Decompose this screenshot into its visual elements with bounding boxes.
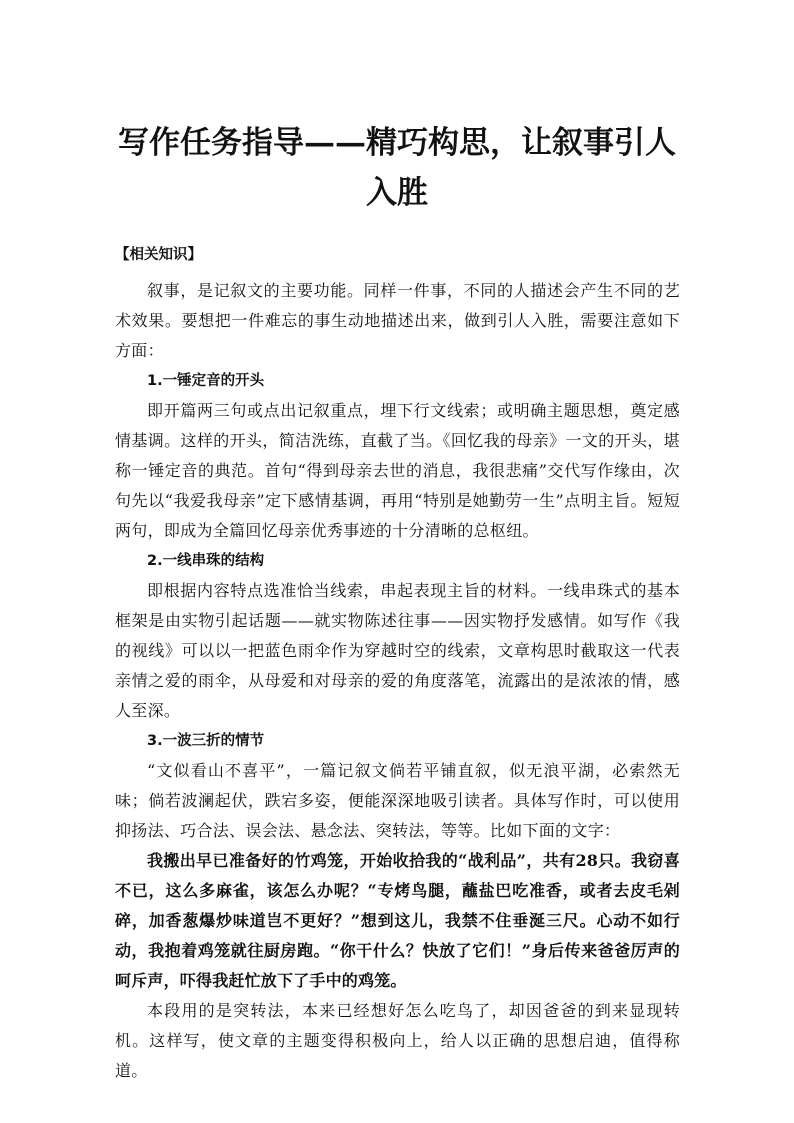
point-1-body: 即开篇两三句或点出记叙重点，埋下行文线索；或明确主题思想，奠定感情基调。这样的开头，简洁洗练，直截了当。《回忆我的母亲》一文的开头，堪称一锤定音的典范。首句“得到母亲去世的消息，我很悲痛”交代写作缘由，次句先以“我爱我母亲”定下感情基调，再用“特别是她勤劳一生”点明主旨。短短两句，即成为全篇回忆母亲优秀事迹的十分清晰的总枢纽。	[115, 401, 680, 540]
section-label: 【相关知识】	[115, 247, 202, 263]
document-body	[115, 240, 680, 1086]
page-title: 写作任务指导——精巧构思，让叙事引人入胜	[118, 125, 676, 211]
analysis-paragraph: 本段用的是突转法，本来已经想好怎么吃鸟了，却因爸爸的到来显现转机。这样写，使文章的主题变得积极向上，给人以正确的思想启迪，值得称道。	[115, 1001, 680, 1080]
intro-paragraph: 叙事，是记叙文的主要功能。同样一件事，不同的人描述会产生不同的艺术效果。要想把一件难忘的事生动地描述出来，做到引人入胜，需要注意如下方面：	[115, 281, 680, 360]
point-3-body: “文似看山不喜平”，一篇记叙文倘若平铺直叙，似无浪平湖，必索然无味；倘若波澜起伏，跌宕多姿，便能深深地吸引读者。具体写作时，可以使用抑扬法、巧合法、误会法、悬念法、突转法，等等。比如下面的文字：	[115, 761, 680, 840]
point-3-heading: 3.一波三折的情节	[147, 733, 265, 749]
point-2-heading: 2.一线串珠的结构	[147, 553, 265, 569]
example-passage: 我搬出早已准备好的竹鸡笼，开始收拾我的“战利品”，共有28只。我窃喜不已，这么多麻雀，该怎么办呢？“专烤鸟腿，蘸盐巴吃准香，或者去皮毛剁碎，加香葱爆炒味道岂不更好？”想到这儿，我禁不住垂涎三尺。心动不如行动，我抱着鸡笼就往厨房跑。“你干什么？快放了它们！”身后传来爸爸厉声的呵斥声，吓得我赶忙放下了手中的鸡笼。	[115, 851, 680, 990]
point-2-body: 即根据内容特点选准恰当线索，串起表现主旨的材料。一线串珠式的基本框架是由实物引起话题——就实物陈述往事——因实物抒发感情。如写作《我的视线》可以以一把蓝色雨伞作为穿越时空的线索，文章构思时截取这一代表亲情之爱的雨伞，从母爱和对母亲的爱的角度落笔，流露出的是浓浓的情，感人至深。	[115, 581, 680, 720]
point-1-heading: 1.一锤定音的开头	[147, 373, 265, 389]
